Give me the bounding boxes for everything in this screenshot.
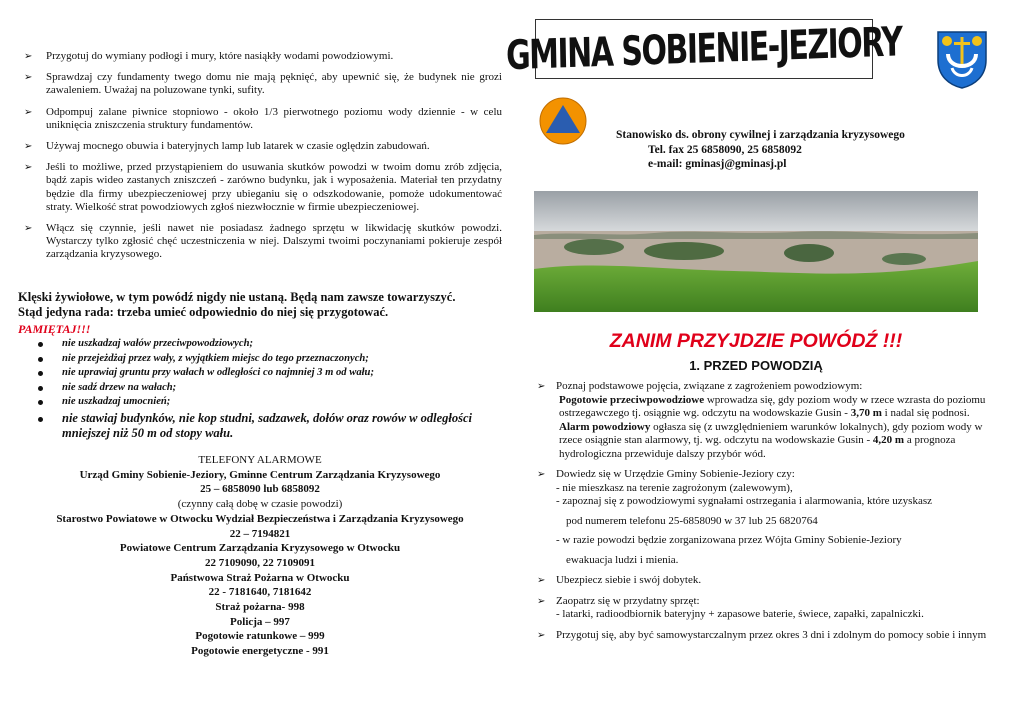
- contact-email: e-mail: gminasj@gminasj.pl: [648, 158, 787, 170]
- list-item: ➢ Przygotuj do wymiany podłogi i mury, które nasiąkły wodami powodziowymi.: [24, 50, 394, 62]
- list-item: ➢ Jeśli to możliwe, przed przystąpieniem do usuwania skutków powodzi w twoim domu zrób zdjęcia, bądź zapis wideo zastanych zniszczeń - zarówno budynku, jak i wyposażenia. Materiał ten przydatny będzie dla firmy ubezpieczeniowej przy ubieganiu się o odszkodowanie, pomoże udokumentować straty. Wielkość strat powodziowych zgłoś niezwłocznie w firmie ubezpieczeniowej.: [24, 161, 502, 213]
- bullet-dot-icon: [38, 400, 43, 405]
- list-item: ➢ Poznaj podstawowe pojęcia, związane z zagrożeniem powodziowym: Pogotowie przeciwpowodziowe wprowadza się, gdy poziom wody w rzece wzrasta do poziomu ostrzegawczego tj. osiągnie wg. odczytu na wodowskazie Gusin - 3,70 m i nadal się podnosi. Alarm powodziowy ogłasza się (z uwzględnieniem warunków lokalnych), gdy poziom wody w rzece osiągnie stan alarmowy, tj. wg. odczytu na wodowskazie Gusin - 4,20 m a prognoza hydrologiczna przewiduje dalszy przybór wód.: [537, 380, 986, 460]
- arrow-bullet-icon: ➢: [24, 72, 33, 84]
- warning-text: Klęski żywiołowe, w tym powódź nigdy nie ustaną. Będą nam zawsze towarzyszyć. Stąd jedyna rada: trzeba umieć odpowiednio do niej się przygotować.: [18, 290, 456, 319]
- list-item: nie sadź drzew na wałach;: [38, 381, 504, 396]
- list-item: nie uszkadzaj wałów przeciwpowodziowych;: [38, 337, 504, 352]
- emergency-phones: TELEFONY ALARMOWE Urząd Gminy Sobienie-Jeziory, Gminne Centrum Zarządzania Kryzysowego 25 – 6858090 lub 6858092 (czynny całą dobę w czasie powodzi) Starostwo Powiatowe w Otwocku Wydział Bezpieczeństwa i Zarządzania Kryzysowego 22 – 7194821 Powiatowe Centrum Zarządzania Kryzysowego w Otwocku 22 7109090, 22 7109091 Państwowa Straż Pożarna w Otwocku 22 - 7181640, 7181642 Straż pożarna- 998 Policja – 997 Pogotowie ratunkowe – 999 Pogotowie energetyczne - 991: [56, 454, 464, 658]
- list-item: ➢ Przygotuj się, aby być samowystarczalnym przez okres 3 dni i zdolnym do pomocy sobie i innym: [537, 628, 987, 641]
- list-item: nie uszkadzaj umocnień;: [38, 395, 504, 410]
- arrow-bullet-icon: ➢: [24, 162, 33, 174]
- list-item: ➢ Zaopatrz się w przydatny sprzęt: - latarki, radioodbiornik bateryjny + zapasowe baterie, świece, zapałki, zapalniczki.: [537, 594, 924, 620]
- arrow-bullet-icon: ➢: [24, 141, 33, 153]
- advice-list: [24, 50, 502, 270]
- contact-position: Stanowisko ds. obrony cywilnej i zarządzania kryzysowego: [616, 129, 905, 141]
- list-item: ➢ Dowiedz się w Urzędzie Gminy Sobienie-Jeziory czy: - nie mieszkasz na terenie zagrożonym (zalewowym), - zapoznaj się z powodziowymi sygnałami ostrzegania i alarmowania, które uzyskasz pod numerem telefonu 25-6858090 w 37 lub 25 6820764 - w razie powodzi będzie zorganizowana przez Wójta Gminy Sobienie-Jeziory ewakuacja ludzi i mienia.: [537, 468, 933, 566]
- phones-title: TELEFONY ALARMOWE: [198, 454, 322, 466]
- list-item: ➢ Sprawdzaj czy fundamenty twego domu nie mają pęknięć, aby upewnić się, że budynek nie grozi zawaleniem. Uważaj na poluzowane tynki, sufity.: [24, 71, 502, 97]
- coat-of-arms-icon: [935, 30, 989, 90]
- municipality-logo: GMINA SOBIENIE-JEZIORY: [505, 18, 903, 80]
- bullet-dot-icon: [38, 371, 43, 376]
- arrow-bullet-icon: ➢: [24, 106, 33, 118]
- list-item: nie przejeżdżaj przez wały, z wyjątkiem miejsc do tego przeznaczonych;: [38, 352, 504, 367]
- bullet-dot-icon: [38, 357, 43, 362]
- contact-block: [600, 128, 1000, 172]
- civil-defence-icon: [538, 96, 588, 146]
- arrow-bullet-icon: ➢: [537, 381, 546, 392]
- bullet-dot-icon: [38, 417, 43, 422]
- arrow-bullet-icon: ➢: [537, 629, 546, 641]
- bullet-dot-icon: [38, 342, 43, 347]
- list-item: ➢ Ubezpiecz siebie i swój dobytek.: [537, 574, 702, 586]
- remember-heading: PAMIĘTAJ!!!: [18, 322, 91, 336]
- headline: ZANIM PRZYJDZIE POWÓDŹ !!!: [609, 330, 903, 352]
- arrow-bullet-icon: ➢: [537, 575, 546, 586]
- bullet-dot-icon: [38, 386, 43, 391]
- list-item: ➢ Odpompuj zalane piwnice stopniowo - około 1/3 pierwotnego poziomu wody dziennie - w celu uniknięcia zniszczenia struktury fundamentów.: [24, 105, 502, 131]
- flood-photo: [534, 191, 978, 312]
- arrow-bullet-icon: ➢: [537, 469, 546, 480]
- section-heading: 1. PRZED POWODZIĄ: [689, 358, 823, 373]
- contact-phone: Tel. fax 25 6858090, 25 6858092: [648, 143, 802, 156]
- list-item: ➢ Używaj mocnego obuwia i bateryjnych lamp lub latarek w czasie oględzin zabudowań.: [24, 140, 430, 153]
- arrow-bullet-icon: ➢: [537, 595, 546, 607]
- list-item: nie uprawiaj gruntu przy wałach w odległości co najmniej 3 m od wału;: [38, 366, 504, 381]
- arrow-bullet-icon: ➢: [24, 51, 33, 62]
- rules-list: [38, 337, 504, 441]
- list-item: ➢ Włącz się czynnie, jeśli nawet nie posiadasz żadnego sprzętu w likwidację skutków powodzi. Wystarczy tylko zgłosić chęć uczestniczenia w niej. Dalszymi twoimi poczynaniami pokieruje zespół zarządzania kryzysowego.: [24, 222, 502, 261]
- preparation-list: [537, 380, 991, 649]
- list-item: nie stawiaj budynków, nie kop studni, sadzawek, dołów oraz rowów w odległości mniejszej niż 50 m od stopy wału.: [38, 411, 504, 441]
- arrow-bullet-icon: ➢: [24, 223, 33, 235]
